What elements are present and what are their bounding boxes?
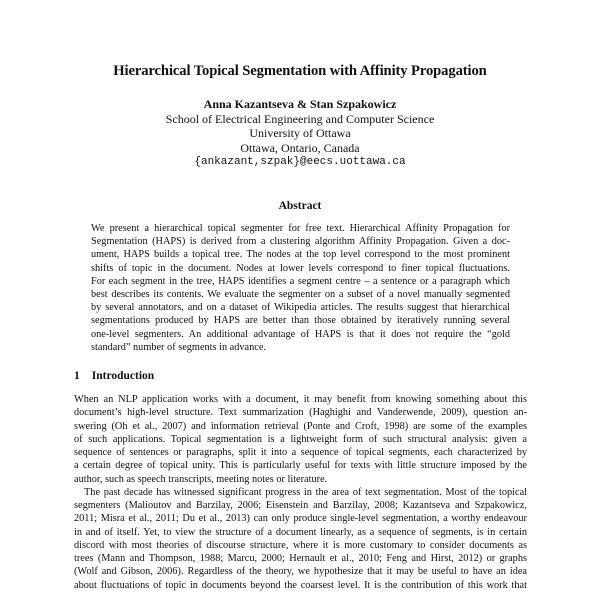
abstract-line: standard” number of segments in advance. — [91, 341, 266, 353]
section-number: 1 — [74, 370, 80, 382]
abstract-heading: Abstract — [278, 200, 322, 212]
body-line: sequence of sentences or paragraphs, split it into a sequence of topical segments, each characterized by — [74, 447, 527, 458]
affiliation-location: Ottawa, Ontario, Canada — [240, 140, 360, 155]
author-email: {ankazant,szpak}@eecs.uottawa.ca — [194, 156, 406, 168]
abstract-line: by several annotators, and on a dataset of Wikipedia articles. The results suggest that hierarchical — [91, 302, 510, 314]
section-heading-introduction — [74, 370, 154, 382]
body-line: discord with most theories of discourse structure, where it is more customary to consider documents as — [74, 539, 527, 551]
affiliation-university: University of Ottawa — [249, 126, 351, 140]
abstract-line: Segmentation (HAPS) is derived from a clustering algorithm Affinity Propagation. Given a doc- — [91, 236, 510, 248]
body-line: segmenters (Malioutov and Barzilay, 2006; Eisenstein and Barzilay, 2008; Kazantseva and Szpakowicz, — [74, 500, 527, 511]
abstract-line: segmentations produced by HAPS are better than those obtained by iteratively running several — [91, 315, 510, 327]
body-line: a certain degree of topical unity. This is particularly useful for texts with little structure imposed by the — [74, 460, 527, 472]
author-names: Anna Kazantseva & Stan Szpakowicz — [203, 97, 397, 111]
body-line: of such applications. Topical segmentation is a lightweight form of such structural analysis: given a — [74, 433, 527, 445]
body-line: author, such as speech transcripts, meeting notes or literature. — [74, 473, 328, 485]
body-line: When an NLP application works with a document, it may benefit from knowing something about this — [74, 394, 527, 405]
body-line: in and of itself. Yet, to view the structure of a document linearly, as a sequence of segments, is in certain — [74, 526, 527, 538]
abstract-line: shifts of topic in the document. Nodes at lower levels correspond to finer topical fluctuations. — [91, 262, 510, 274]
section-title: Introduction — [91, 370, 155, 382]
abstract-line: one-level segmenters. An additional advantage of HAPS is that it does not require the “gold — [91, 328, 510, 340]
author-block — [0, 97, 600, 170]
body-line: document’s high-level structure. Text summarization (Haghighi and Vanderwende, 2009), question an- — [74, 407, 527, 419]
body-line: swering (Oh et al., 2007) and information retrieval (Ponte and Croft, 1998) are some of the examples — [74, 420, 527, 432]
body-line: about fluctuations of topic in documents beyond the coarsest level. It is the contribution of this work that — [74, 579, 527, 591]
abstract-line: best describes its contents. We evaluate the segmenter on a subset of a novel manually segmented — [91, 289, 510, 301]
body-line: 2011; Misra et al., 2011; Du et al., 2013) can only produce single-level segmentation, a worthy endeavour — [74, 513, 527, 525]
affiliation-school: School of Electrical Engineering and Computer Science — [165, 111, 435, 126]
body-line: The past decade has witnessed significant progress in the area of text segmentation. Most of the topical — [84, 486, 527, 498]
paper-title: Hierarchical Topical Segmentation with Affinity Propagation — [113, 63, 487, 79]
abstract-text — [91, 222, 510, 354]
abstract-line: For each segment in the tree, HAPS identifies a segment centre – a sentence or a paragraph which — [91, 275, 510, 287]
introduction-text — [74, 393, 527, 592]
body-line: (Wolf and Gibson, 2006). Regardless of the theory, we hypothesize that it may be useful to have an idea — [74, 566, 527, 578]
abstract-line: ument, HAPS builds a topical tree. The nodes at the top level correspond to the most prominent — [91, 249, 510, 261]
body-line: trees (Mann and Thompson, 1988; Marcu, 2000; Hernault et al., 2010; Feng and Hirst, 2012) or graphs — [74, 553, 527, 564]
abstract-line: We present a hierarchical topical segmenter for free text. Hierarchical Affinity Propagation for — [91, 223, 510, 234]
